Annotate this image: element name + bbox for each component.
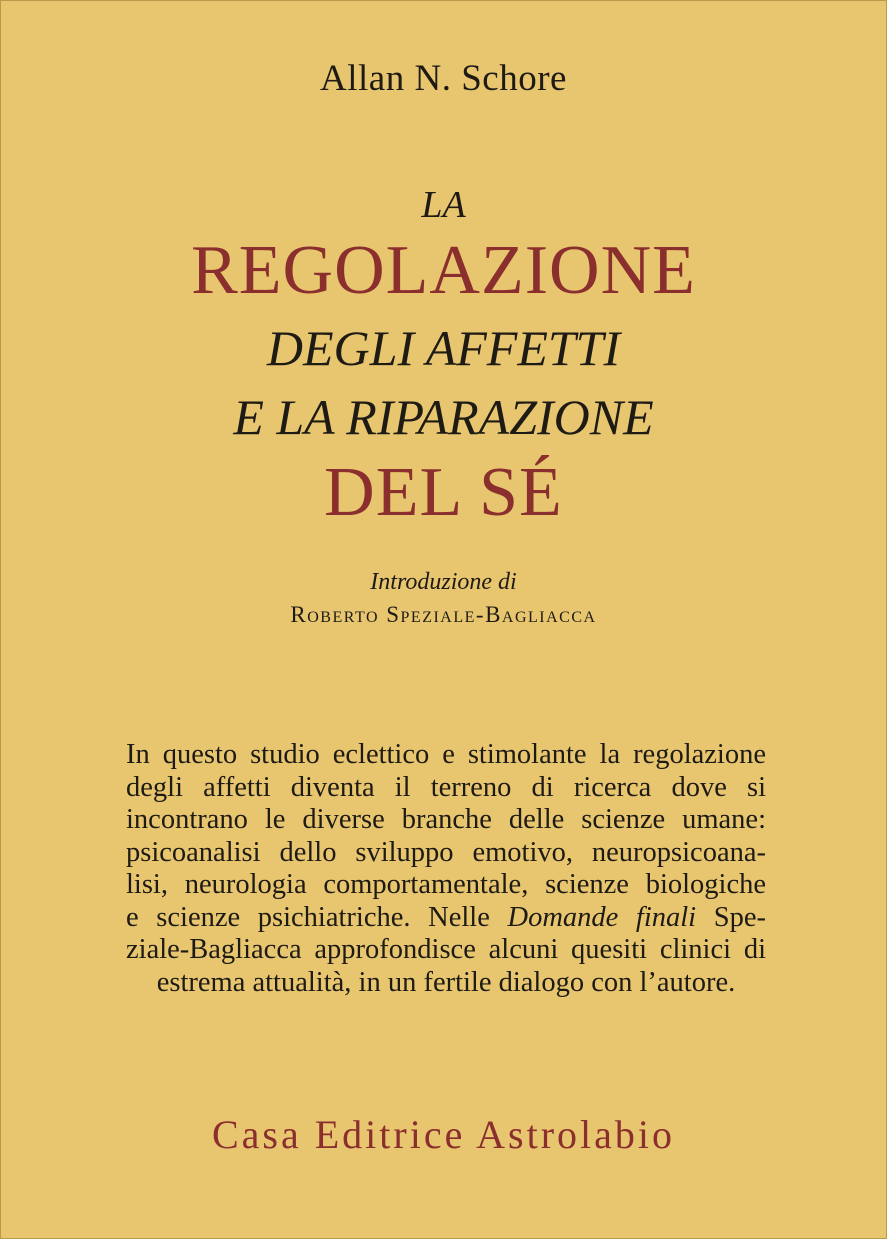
blurb-line [126, 902, 766, 935]
introduction-author: Roberto Speziale-Bagliacca [290, 602, 597, 627]
blurb-line: degli affetti diventa il terreno di ricerca dove si [126, 771, 766, 803]
author-name: Allan N. Schore [320, 58, 567, 99]
blurb-line: estrema attualità, in un fertile dialogo con l’autore. [156, 966, 736, 998]
blurb-paragraph [126, 739, 766, 999]
publisher-name: Casa Editrice Astrolabio [211, 1112, 675, 1157]
blurb-text: Spe- [696, 901, 766, 933]
blurb-line: lisi, neurologia comportamentale, scienze biologiche [126, 869, 766, 900]
introduction-label: Introduzione di [370, 569, 517, 595]
title-line-riparazione: E LA RIPARAZIONE [233, 389, 654, 445]
title-line-degli-affetti: DEGLI AFFETTI [266, 320, 621, 376]
blurb-line: psicoanalisi dello sviluppo emotivo, neuropsicoana- [126, 836, 766, 868]
title-line-la: LA [421, 184, 466, 226]
title-line-regolazione: REGOLAZIONE [191, 232, 696, 309]
blurb-line: incontrano le diverse branche delle scienze umane: [126, 804, 766, 835]
title-line-del-se: DEL SÉ [324, 454, 563, 531]
blurb-italic-title: Domande finali [507, 901, 697, 933]
blurb-line: In questo studio eclettico e stimolante la regolazione [126, 739, 766, 770]
blurb-text: e scienze psichiatriche. Nelle [126, 901, 508, 933]
blurb-line: ziale-Bagliacca approfondisce alcuni quesiti clinici di [126, 934, 766, 965]
